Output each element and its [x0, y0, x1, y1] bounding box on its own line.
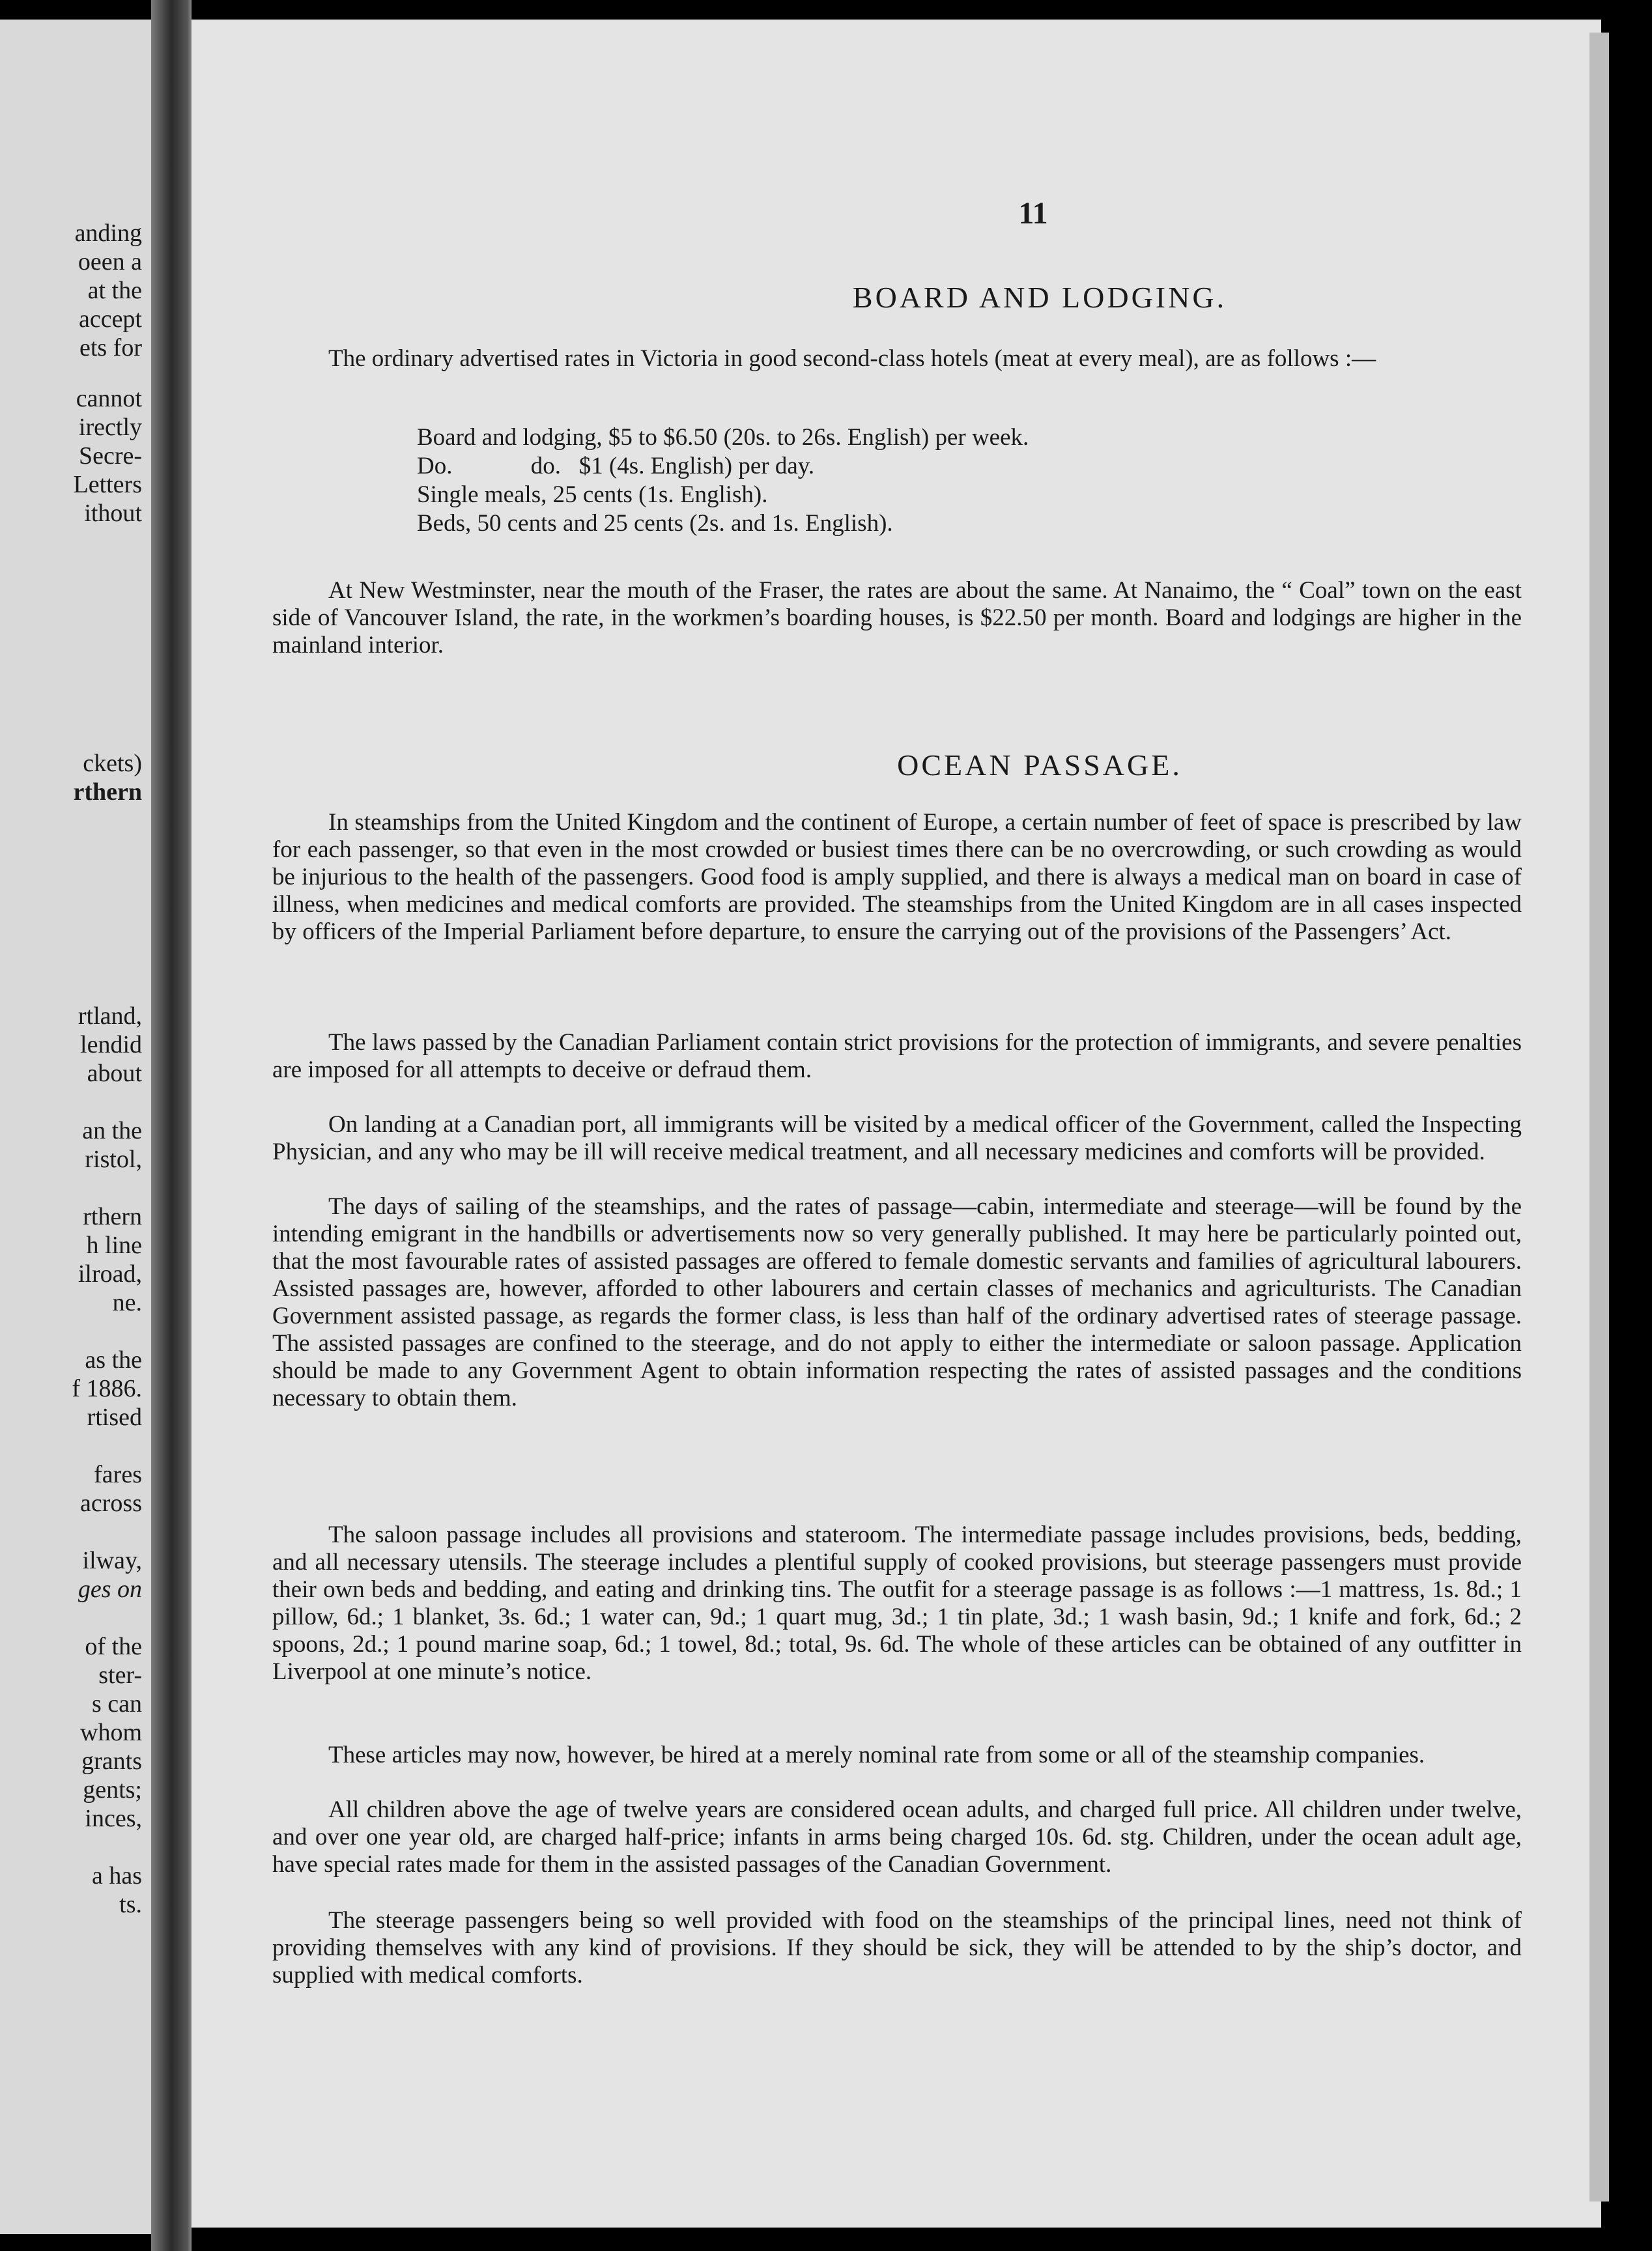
left-page-line: across	[80, 1490, 142, 1517]
left-page-line: as the	[85, 1346, 142, 1374]
ocean-paragraph: These articles may now, however, be hired at a merely nominal rate from some or all of the steamship companies.	[328, 1742, 1425, 1768]
ocean-paragraph: The days of sailing of the steamships, and the rates of passage—cabin, intermediate and steerage—will be found by the intending emigrant in the handbills or advertisements now so very generally published. It may here be particularly pointed out, that the most favourable rates of assisted passages are offered to female domestic servants and families of agricultural labourers. Assisted passages are, however, afforded to other labourers and certain classes of mechanics and agriculturists. The Canadian Government assisted passage, as regards the former class, is less than half of the ordinary advertised rates of steerage passage. The assisted passages are confined to the steerage, and do not apply to either the intermediate or saloon passage. Application should be made to any Government Agent to obtain information respecting the rates of assisted passages and the conditions necessary to obtain them.	[272, 1193, 1522, 1411]
left-page-line: rthern	[83, 1203, 142, 1230]
left-page-line: ckets)	[83, 750, 142, 777]
rates-list	[417, 423, 1394, 538]
board-paragraph: At New Westminster, near the mouth of the Fraser, the rates are about the same. At Nanaimo, the “ Coal” town on the east side of Vancouver Island, the rate, in the workmen’s boarding houses, is $22.50 per month. Board and lodgings are higher in the mainland interior.	[272, 577, 1522, 658]
left-page-line: ts.	[119, 1891, 142, 1918]
ocean-paragraph: All children above the age of twelve years are considered ocean adults, and charged full price. All children under twelve, and over one year old, are charged half-price; infants in arms being charged 10s. 6d. stg. Children, under the ocean adult age, have special rates made for them in the assisted passages of the Canadian Government.	[272, 1796, 1522, 1878]
left-page-line: rthern	[73, 778, 142, 806]
left-page-line: irectly	[78, 414, 142, 441]
left-page-line: at the	[87, 277, 142, 304]
left-page-line: of the	[85, 1633, 142, 1660]
left-page-line: ne.	[112, 1289, 142, 1316]
left-page-line: ster-	[98, 1662, 142, 1689]
ocean-paragraph: The saloon passage includes all provisions and stateroom. The intermediate passage includes provisions, beds, bedding, and all necessary utensils. The steerage includes a plentiful supply of cooked provisions, but steerage passengers must provide their own beds and bedding, and eating and drinking tins. The outfit for a steerage passage is as follows :—1 mattress, 1s. 8d.; 1 pillow, 6d.; 1 blanket, 3s. 6d.; 1 water can, 9d.; 1 quart mug, 3d.; 1 tin plate, 3d.; 1 wash basin, 9d.; 1 knife and fork, 6d.; 2 spoons, 2d.; 1 pound marine soap, 6d.; 1 towel, 8d.; total, 9s. 6d. The whole of these articles can be obtained of any outfitter in Liverpool at one minute’s notice.	[272, 1522, 1522, 1685]
rate-line: Beds, 50 cents and 25 cents (2s. and 1s. English).	[417, 510, 893, 537]
book-page	[192, 20, 1601, 2228]
rate-line: Do. do. $1 (4s. English) per day.	[417, 453, 815, 479]
left-page-line: whom	[80, 1719, 142, 1746]
left-page-line: cannot	[76, 385, 142, 412]
left-page-line: rtised	[87, 1404, 142, 1431]
page-edge	[1589, 33, 1609, 2201]
left-page-line: Letters	[73, 471, 142, 498]
left-page-line: ristol,	[85, 1146, 142, 1173]
ocean-paragraph: The steerage passengers being so well provided with food on the steamships of the principal lines, need not think of providing themselves with any kind of provisions. If they should be sick, they will be attended to by the ship’s doctor, and supplied with medical comforts.	[272, 1907, 1522, 1989]
left-page-line: grants	[81, 1748, 142, 1775]
ocean-paragraph: In steamships from the United Kingdom and the continent of Europe, a certain number of feet of space is prescribed by law for each passenger, so that even in the most crowded or busiest times there can be no overcrowding, or such crowding as would be injurious to the health of the passengers. Good food is amply supplied, and there is always a medical man on board in case of illness, when medicines and medical comforts are provided. The steamships from the United Kingdom are in all cases inspected by officers of the Imperial Parliament before departure, to ensure the carrying out of the provisions of the Passengers’ Act.	[272, 809, 1522, 945]
left-page-line: an the	[82, 1117, 142, 1144]
book-gutter	[151, 0, 192, 2251]
previous-page-fragment	[0, 20, 151, 2234]
left-page-line: a has	[91, 1862, 142, 1890]
left-page-line: h line	[86, 1232, 142, 1259]
left-page-line: ges on	[78, 1576, 142, 1603]
board-intro-paragraph: The ordinary advertised rates in Victoria in good second-class hotels (meat at every meal), are as follows :—	[328, 345, 1376, 372]
page-number: 11	[1018, 196, 1048, 231]
left-page-line: anding	[74, 219, 142, 247]
left-page-line: lendid	[80, 1031, 142, 1058]
rate-line: Single meals, 25 cents (1s. English).	[417, 481, 768, 508]
left-page-line: f 1886.	[72, 1375, 142, 1402]
left-page-line: ilway,	[82, 1547, 142, 1574]
left-page-line: Secre-	[78, 442, 142, 470]
ocean-passage-heading: OCEAN PASSAGE.	[897, 748, 1182, 782]
left-page-line: fares	[94, 1461, 142, 1488]
left-page-line: accept	[78, 305, 142, 333]
board-and-lodging-heading: BOARD AND LODGING.	[852, 281, 1227, 314]
left-page-line: ithout	[84, 500, 142, 527]
left-page-line: gents;	[83, 1776, 142, 1804]
rate-line: Board and lodging, $5 to $6.50 (20s. to 26s. English) per week.	[417, 424, 1029, 451]
ocean-paragraph: The laws passed by the Canadian Parliament contain strict provisions for the protection of immigrants, and severe penalties are imposed for all attempts to deceive or defraud them.	[272, 1029, 1522, 1083]
ocean-paragraph: On landing at a Canadian port, all immigrants will be visited by a medical officer of the Government, called the Inspecting Physician, and any who may be ill will receive medical treatment, and all necessary medicines and comforts will be provided.	[272, 1111, 1522, 1165]
left-page-line: oeen a	[78, 248, 142, 276]
left-page-line: rtland,	[78, 1002, 142, 1030]
left-page-line: ilroad,	[78, 1260, 142, 1288]
left-page-line: ets for	[79, 334, 142, 361]
left-page-line: about	[87, 1060, 142, 1087]
page-content	[192, 20, 1601, 2228]
left-page-line: inces,	[85, 1805, 142, 1832]
left-page-line: s can	[91, 1690, 142, 1718]
